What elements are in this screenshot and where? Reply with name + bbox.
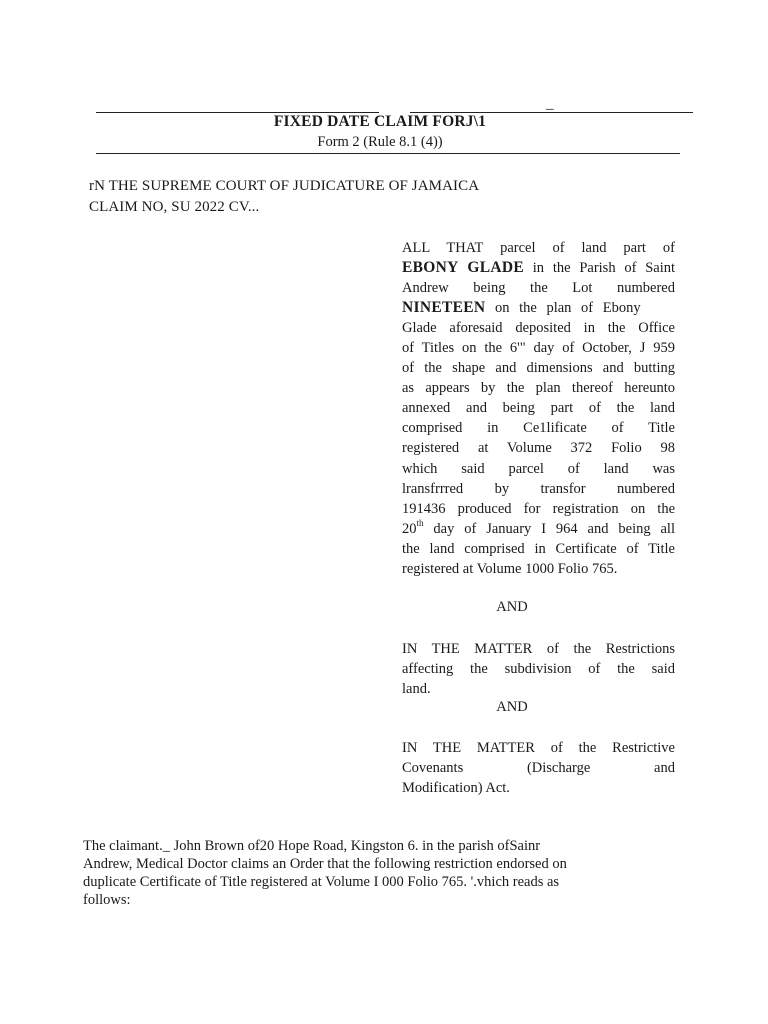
matter-line: IN THE MATTER of the Restrictions: [402, 641, 675, 657]
and-separator: AND: [496, 699, 528, 715]
parcel-line: lransfrrred by transfor numbered: [402, 480, 675, 497]
parcel-line: of Titles on the 6'" day of October, J 959: [402, 340, 675, 357]
parcel-line: 191436 produced for registration on the: [402, 500, 675, 517]
court-name: rN THE SUPREME COURT OF JUDICATURE OF JAMAICA: [89, 178, 480, 194]
parcel-line: ALL THAT parcel of land part of: [402, 240, 675, 256]
and-separator: AND: [496, 599, 528, 615]
parcel-line: registered at Volume 1000 Folio 765.: [402, 560, 618, 577]
parcel-description: [402, 238, 675, 579]
parcel-line: [402, 298, 675, 318]
parcel-line: of the shape and dimensions and butting: [402, 360, 675, 377]
claim-number: CLAIM NO, SU 2022 CV...: [89, 199, 260, 215]
matter-line: Modification) Act.: [402, 779, 510, 796]
matter-line: affecting the subdivision of the said: [402, 660, 675, 677]
matter-line: land.: [402, 680, 431, 697]
parcel-line: comprised in Ce1lificate of Title: [402, 420, 675, 437]
claim-paragraph: [83, 837, 643, 909]
parcel-line: Glade aforesaid deposited in the Office: [402, 320, 675, 337]
estate-name: EBONY GLADE: [402, 259, 524, 277]
parcel-line: [402, 258, 675, 278]
claim-line: duplicate Certificate of Title registered at Volume I 000 Folio 765. '.vhich reads as: [83, 874, 560, 890]
subtitle-rule: [96, 153, 680, 154]
form-title: FIXED DATE CLAIM FORJ\1: [273, 113, 487, 130]
lot-number: NINETEEN: [402, 299, 486, 317]
parcel-line: registered at Volume 372 Folio 98: [402, 440, 675, 457]
ordinal-suffix: th: [416, 518, 424, 528]
court-heading: [89, 176, 479, 218]
matter-covenants: [402, 739, 675, 798]
matter-line: IN THE MATTER of the Restrictive: [402, 740, 675, 756]
matter-line: Covenants (Discharge and: [402, 759, 675, 776]
header-underscore: _: [546, 96, 554, 112]
matter-restrictions: [402, 640, 675, 699]
parcel-line: which said parcel of land was: [402, 460, 675, 477]
parcel-line: Andrew being the Lot numbered: [402, 280, 675, 297]
parcel-line: annexed and being part of the land: [402, 400, 675, 417]
parcel-text: in the Parish of Saint: [524, 260, 675, 277]
parcel-text: on the plan of Ebony: [485, 300, 641, 317]
claim-line: Andrew, Medical Doctor claims an Order that the following restriction endorsed on: [83, 856, 567, 872]
parcel-line: [402, 519, 675, 539]
claim-line: The claimant._ John Brown of20 Hope Road, Kingston 6. in the parish ofSainr: [83, 838, 541, 854]
parcel-line: the land comprised in Certificate of Title: [402, 540, 675, 557]
parcel-text: 20: [402, 520, 417, 537]
claim-line: follows:: [83, 892, 131, 908]
parcel-line: as appears by the plan thereof hereunto: [402, 380, 675, 397]
form-subtitle: Form 2 (Rule 8.1 (4)): [317, 134, 443, 150]
parcel-text: day of January I 964 and being all: [423, 520, 675, 537]
